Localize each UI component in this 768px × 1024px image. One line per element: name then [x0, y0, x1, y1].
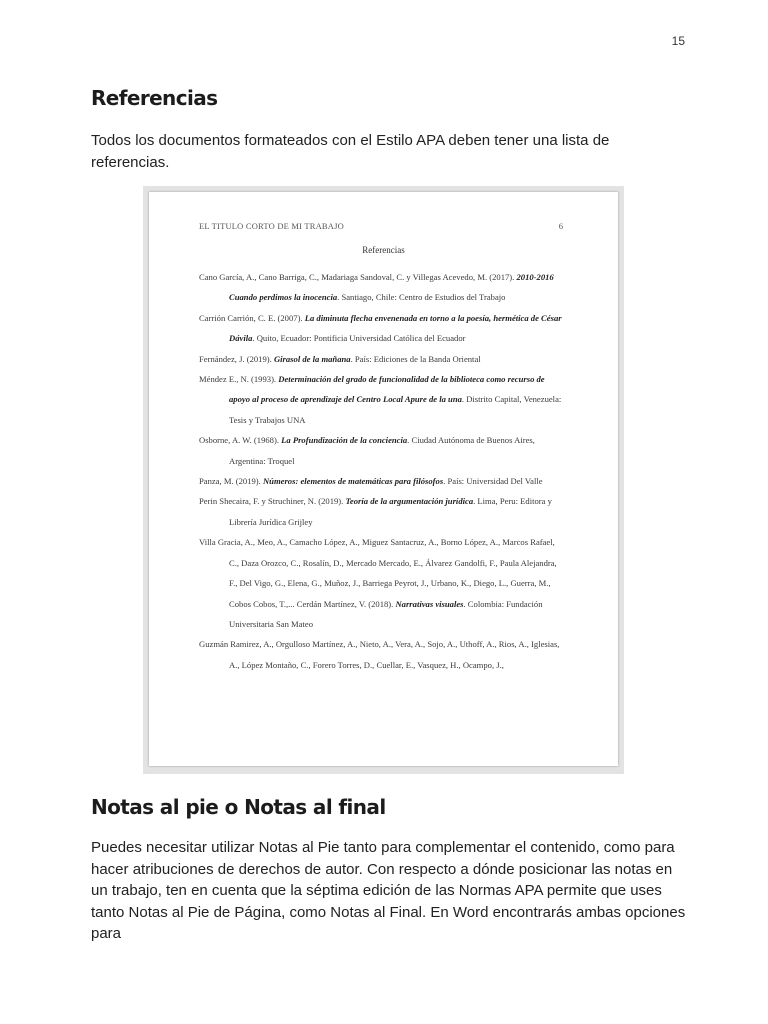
reference-authors: Fernández, J. (2019). — [199, 353, 274, 364]
reference-entry — [199, 634, 564, 675]
reference-entry — [199, 349, 564, 369]
reference-title: Números: elementos de matemáticas para filósofos — [262, 476, 444, 487]
reference-publisher: . Lima, Peru: Editora y Librería Jurídica Grijley — [229, 496, 552, 527]
reference-list — [199, 267, 564, 675]
reference-entry — [199, 267, 564, 308]
reference-title: Girasol de la mañana — [273, 353, 351, 364]
reference-title: La Profundización de la conciencia — [281, 435, 408, 446]
reference-publisher: . País: Universidad Del Valle — [443, 476, 543, 487]
reference-entry — [199, 491, 564, 532]
reference-authors: Méndez E., N. (1993). — [199, 374, 279, 385]
reference-entry — [199, 369, 564, 430]
reference-authors: Guzmán Ramirez, A., Orgulloso Martínez, A., Nieto, A., Vera, A., Sojo, A., Uthoff, A., Rios, A., Iglesias, A., López Montaño, C., Forero Torres, D., Cuellar, E., Vasquez, H., Ocampo, J., — [199, 639, 560, 670]
reference-title: Teoría de la argumentación jurídica — [345, 496, 474, 507]
reference-authors: Panza, M. (2019). — [199, 476, 263, 487]
reference-title: Determinación del grado de funcionalidad de la biblioteca como recurso de apoyo al proceso de aprendizaje del Centro Local Apure de la una — [229, 374, 545, 405]
embedded-page-number: 6 — [558, 221, 563, 231]
reference-publisher: . Quito, Ecuador: Pontificia Universidad Católica del Ecuador — [252, 333, 466, 344]
reference-authors: Carrión Carrión, C. E. (2007). — [199, 312, 305, 323]
reference-entry — [199, 532, 564, 634]
embedded-page — [149, 192, 618, 766]
references-heading: Referencias — [91, 86, 218, 110]
reference-authors: Osborne, A. W. (1968). — [199, 435, 282, 446]
references-intro: Todos los documentos formateados con el Estilo APA deben tener una lista de referencias. — [91, 132, 610, 171]
running-head: EL TITULO CORTO DE MI TRABAJO — [199, 221, 344, 231]
reference-entry — [199, 430, 564, 471]
reference-publisher: . Ciudad Autónoma de Buenos Aires, Argentina: Troquel — [229, 435, 535, 466]
reference-publisher: . Distrito Capital, Venezuela: Tesis y Trabajos UNA — [229, 394, 562, 425]
reference-entry — [199, 471, 564, 491]
reference-title: La diminuta flecha envenenada en torno a la poesía, hermética de César Dávila — [229, 312, 562, 344]
reference-publisher: . País: Ediciones de la Banda Oriental — [350, 353, 481, 364]
reference-authors: Cano García, A., Cano Barriga, C., Madariaga Sandoval, C. y Villegas Acevedo, M. (2017). — [199, 272, 517, 282]
reference-publisher: . Colombia: Fundación Universitaria San Mateo — [229, 598, 543, 629]
reference-publisher: . Santiago, Chile: Centro de Estudios del Trabajo — [337, 292, 506, 303]
reference-entry — [199, 308, 564, 349]
reference-title: 2010-2016 Cuando perdimos la inocencia — [229, 272, 554, 303]
notes-body: Puedes necesitar utilizar Notas al Pie tanto para complementar el contenido, como para hacer atribuciones de derechos de autor. Con respecto a dónde posicionar las notas en un trabajo, ten en cuenta que la séptima edición de las Normas APA permite que uses tanto Notas al Pie de Página, como Notas al Final. En Word encontrarás ambas opciones para — [91, 839, 686, 942]
reference-authors: Villa Gracia, A., Meo, A., Camacho López, A., Miguez Santacruz, A., Borno López, A., Marcos Rafael, C., Daza Orozco, C., Rosalín, D., Mercado Mercado, E., Álvarez Gandolfi, F., Paula Alejandra, F., Del Vigo, G., Elena, G., Muñoz, J., Barriega Peyrot, J., Urbano, K., Diego, L., Guerra, M., Cobos Cobos, T.,... Cerdán Martínez, V. (2018). — [199, 537, 557, 609]
references-title: Referencias — [362, 245, 405, 255]
embedded-page-screenshot — [143, 186, 624, 774]
reference-authors: Perin Shecaira, F. y Struchiner, N. (2019). — [199, 496, 346, 507]
notes-heading: Notas al pie o Notas al final — [91, 795, 386, 819]
page-number: 15 — [671, 34, 685, 48]
reference-title: Narrativas visuales — [395, 598, 464, 609]
